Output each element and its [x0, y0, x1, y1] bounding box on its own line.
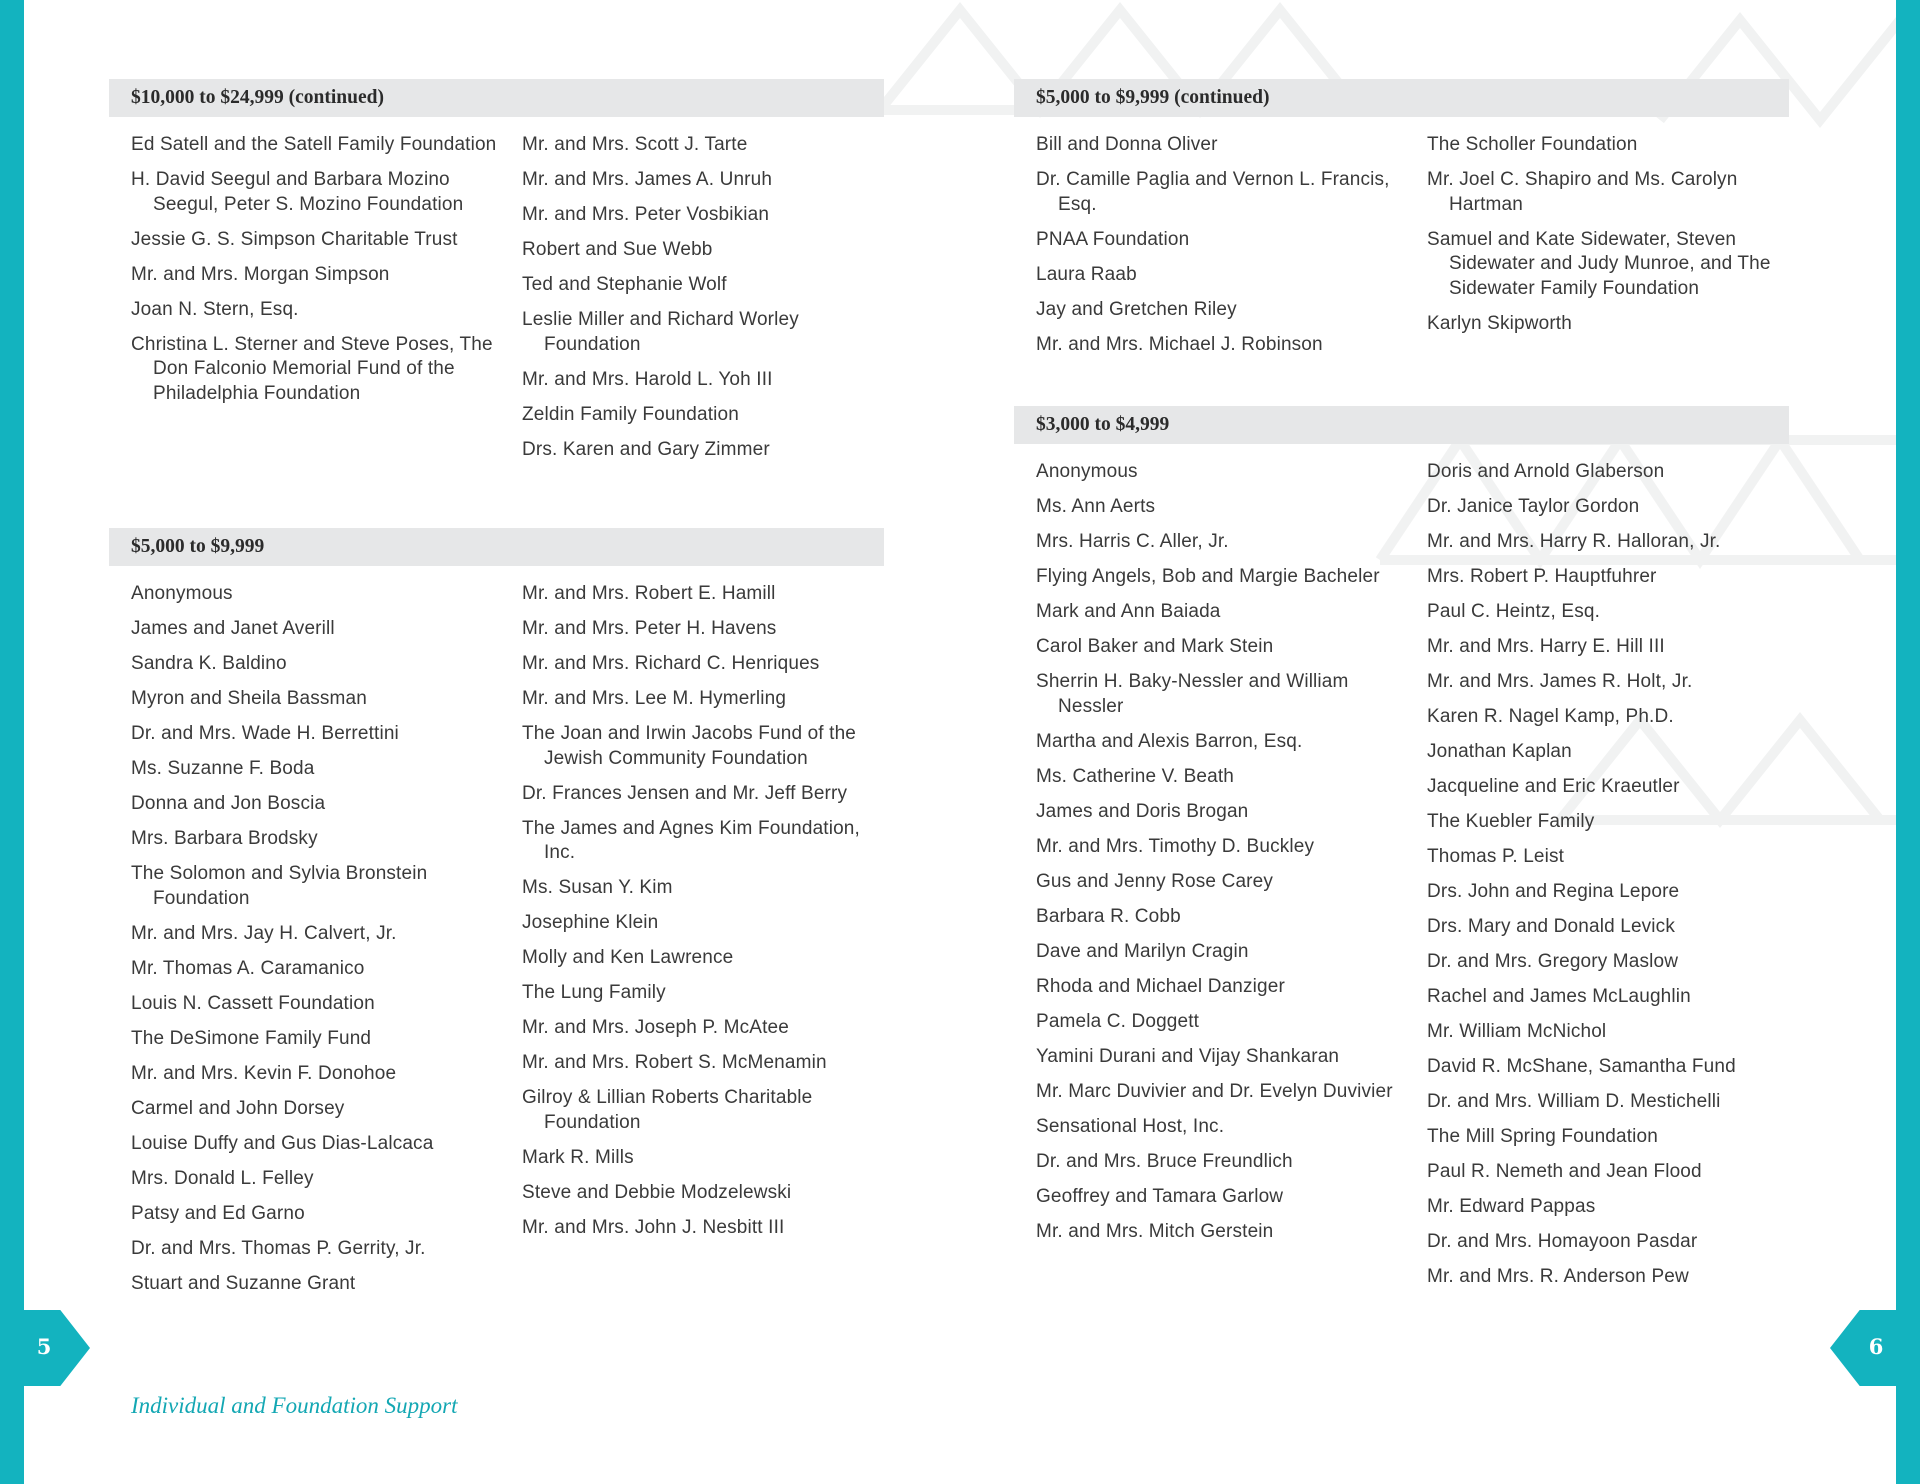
donor-entry: Sherrin H. Baky-Nessler and William Nessler: [1036, 671, 1349, 717]
donor-entry: Dr. and Mrs. Gregory Maslow: [1427, 951, 1679, 972]
donor-entry: Anonymous: [131, 583, 233, 604]
donor-entry: Flying Angels, Bob and Margie Bacheler: [1036, 566, 1380, 587]
section-3000-to-4999: [1014, 406, 1789, 1300]
donor-column-1: [1014, 460, 1405, 1300]
donor-entry: Gus and Jenny Rose Carey: [1036, 870, 1273, 892]
donor-entry: Dr. Camille Paglia and Vernon L. Francis, Esq.: [1036, 169, 1390, 215]
donor-entry: Mr. and Mrs. R. Anderson Pew: [1427, 1266, 1689, 1287]
donor-entry: Rachel and James McLaughlin: [1427, 986, 1691, 1007]
donor-column-2: [1405, 460, 1789, 1300]
donor-entry: Paul C. Heintz, Esq.: [1427, 601, 1601, 622]
donor-entry: Sandra K. Baldino: [131, 653, 287, 674]
donor-entry: The Solomon and Sylvia Bronstein Foundation: [131, 863, 428, 909]
donor-entry: Christina L. Sterner and Steve Poses, The Don Falconio Memorial Fund of the Philadelphia Foundation: [131, 333, 493, 404]
donor-entry: Mr. and Mrs. Harry E. Hill III: [1427, 636, 1665, 657]
donor-entry: Mr. and Mrs. John J. Nesbitt III: [522, 1216, 785, 1238]
donor-entry: Joan N. Stern, Esq.: [131, 298, 299, 320]
donor-entry: Carmel and John Dorsey: [131, 1097, 345, 1119]
donor-entry: Mrs. Barbara Brodsky: [131, 828, 318, 849]
section-heading: $3,000 to $4,999: [1014, 406, 1789, 444]
donor-column-1: [109, 133, 500, 473]
donor-entry: The James and Agnes Kim Foundation, Inc.: [522, 817, 860, 863]
donor-entry: Ms. Catherine V. Beath: [1036, 765, 1234, 787]
donor-entry: Ms. Suzanne F. Boda: [131, 758, 315, 779]
donor-entry: Mr. and Mrs. Mitch Gerstein: [1036, 1220, 1274, 1242]
donor-entry: James and Janet Averill: [131, 618, 335, 639]
donor-entry: Thomas P. Leist: [1427, 846, 1565, 867]
donor-entry: Jonathan Kaplan: [1427, 741, 1572, 762]
donor-entry: Mr. and Mrs. Richard C. Henriques: [522, 653, 820, 674]
donor-entry: Mr. and Mrs. Harry R. Halloran, Jr.: [1427, 531, 1721, 552]
donor-entry: Yamini Durani and Vijay Shankaran: [1036, 1045, 1340, 1067]
donor-entry: Paul R. Nemeth and Jean Flood: [1427, 1161, 1702, 1182]
donor-entry: Mrs. Robert P. Hauptfuhrer: [1427, 566, 1657, 587]
donor-entry: Anonymous: [1036, 461, 1138, 482]
donor-entry: Drs. John and Regina Lepore: [1427, 881, 1680, 902]
donor-entry: Mark R. Mills: [522, 1146, 634, 1168]
section-10000-to-24999-continued: [109, 79, 884, 473]
donor-column-2: [500, 582, 884, 1307]
donor-entry: Mr. and Mrs. Peter H. Havens: [522, 618, 777, 639]
donor-entry: Mr. Joel C. Shapiro and Ms. Carolyn Hartman: [1427, 169, 1738, 215]
donor-entry: Jay and Gretchen Riley: [1036, 298, 1237, 320]
donor-entry: The DeSimone Family Fund: [131, 1027, 372, 1049]
donor-entry: Mr. and Mrs. Harold L. Yoh III: [522, 368, 773, 390]
donor-entry: Martha and Alexis Barron, Esq.: [1036, 730, 1303, 752]
donor-entry: Mr. Thomas A. Caramanico: [131, 957, 365, 979]
donor-entry: Jacqueline and Eric Kraeutler: [1427, 776, 1680, 797]
donor-entry: Patsy and Ed Garno: [131, 1202, 305, 1224]
donor-column-2: [500, 133, 884, 473]
donor-entry: Mr. and Mrs. Kevin F. Donohoe: [131, 1062, 397, 1084]
donor-entry: Mr. and Mrs. Robert E. Hamill: [522, 583, 776, 604]
donor-entry: Laura Raab: [1036, 263, 1137, 285]
donor-entry: Zeldin Family Foundation: [522, 403, 739, 425]
page-number-left: 5: [36, 1334, 52, 1359]
donor-entry: The Kuebler Family: [1427, 811, 1595, 832]
donor-entry: James and Doris Brogan: [1036, 800, 1249, 822]
donor-entry: Mr. and Mrs. Joseph P. McAtee: [522, 1017, 789, 1038]
donor-entry: Molly and Ken Lawrence: [522, 947, 734, 968]
donor-entry: Mr. and Mrs. Lee M. Hymerling: [522, 688, 787, 709]
section-heading: $5,000 to $9,999: [109, 528, 884, 566]
donor-entry: Mr. and Mrs. Peter Vosbikian: [522, 204, 770, 225]
donor-entry: Mr. and Mrs. James R. Holt, Jr.: [1427, 671, 1693, 692]
donor-entry: Dr. and Mrs. Homayoon Pasdar: [1427, 1231, 1698, 1252]
donor-entry: Mr. and Mrs. Jay H. Calvert, Jr.: [131, 922, 397, 944]
donor-entry: Mrs. Harris C. Aller, Jr.: [1036, 531, 1229, 552]
donor-entry: Mr. and Mrs. Scott J. Tarte: [522, 134, 748, 155]
donor-entry: Mr. Marc Duvivier and Dr. Evelyn Duvivier: [1036, 1080, 1393, 1102]
donor-entry: Leslie Miller and Richard Worley Foundation: [522, 309, 799, 355]
donor-entry: Louise Duffy and Gus Dias-Lalcaca: [131, 1132, 434, 1154]
donor-entry: David R. McShane, Samantha Fund: [1427, 1056, 1736, 1077]
donor-entry: Josephine Klein: [522, 912, 659, 933]
donor-entry: Sensational Host, Inc.: [1036, 1115, 1225, 1137]
section-heading: $10,000 to $24,999 (continued): [109, 79, 884, 117]
section-5000-to-9999: [109, 528, 884, 1307]
footer-section-title: Individual and Foundation Support: [131, 1393, 458, 1418]
donor-column-2: [1405, 133, 1789, 368]
donor-entry: Karlyn Skipworth: [1427, 312, 1572, 334]
donor-entry: Dr. Frances Jensen and Mr. Jeff Berry: [522, 782, 848, 804]
donor-entry: Dr. Janice Taylor Gordon: [1427, 496, 1640, 517]
donor-column-1: [109, 582, 500, 1307]
donor-entry: Mr. Edward Pappas: [1427, 1196, 1596, 1217]
donor-entry: Mr. and Mrs. James A. Unruh: [522, 169, 773, 190]
donor-entry: Barbara R. Cobb: [1036, 905, 1181, 927]
right-accent-bar: [1896, 0, 1920, 1484]
donor-entry: Rhoda and Michael Danziger: [1036, 975, 1285, 997]
donor-entry: H. David Seegul and Barbara Mozino Seegul, Peter S. Mozino Foundation: [131, 169, 464, 215]
donor-entry: PNAA Foundation: [1036, 228, 1190, 250]
donor-entry: Ted and Stephanie Wolf: [522, 274, 727, 295]
donor-entry: Geoffrey and Tamara Garlow: [1036, 1185, 1284, 1207]
donor-column-1: [1014, 133, 1405, 368]
donor-entry: Karen R. Nagel Kamp, Ph.D.: [1427, 706, 1674, 727]
donor-entry: The Lung Family: [522, 982, 666, 1003]
donor-entry: Ms. Ann Aerts: [1036, 496, 1156, 517]
left-accent-bar: [0, 0, 24, 1484]
donor-entry: Pamela C. Doggett: [1036, 1010, 1200, 1032]
section-5000-to-9999-continued: [1014, 79, 1789, 368]
donor-entry: Ms. Susan Y. Kim: [522, 877, 673, 898]
donor-entry: The Mill Spring Foundation: [1427, 1126, 1658, 1147]
donor-entry: Dr. and Mrs. Wade H. Berrettini: [131, 723, 399, 744]
donor-entry: Dr. and Mrs. Thomas P. Gerrity, Jr.: [131, 1237, 426, 1259]
page-number-right: 6: [1868, 1334, 1884, 1359]
donor-entry: Drs. Mary and Donald Levick: [1427, 916, 1675, 937]
donor-entry: Mark and Ann Baiada: [1036, 601, 1221, 622]
donor-entry: Gilroy & Lillian Roberts Charitable Foundation: [522, 1087, 813, 1133]
donor-entry: Steve and Debbie Modzelewski: [522, 1181, 792, 1203]
donor-entry: Jessie G. S. Simpson Charitable Trust: [131, 228, 458, 250]
donor-entry: Mr. William McNichol: [1427, 1021, 1607, 1042]
donor-entry: The Joan and Irwin Jacobs Fund of the Jewish Community Foundation: [522, 723, 857, 769]
donor-entry: Mrs. Donald L. Felley: [131, 1167, 314, 1189]
donor-entry: Dave and Marilyn Cragin: [1036, 940, 1249, 962]
donor-entry: Ed Satell and the Satell Family Foundation: [131, 134, 497, 155]
donor-entry: Samuel and Kate Sidewater, Steven Sidewater and Judy Munroe, and The Sidewater Family Foundation: [1427, 228, 1771, 299]
donor-entry: Doris and Arnold Glaberson: [1427, 461, 1665, 482]
donor-entry: Myron and Sheila Bassman: [131, 688, 367, 709]
donor-entry: Louis N. Cassett Foundation: [131, 992, 375, 1014]
donor-entry: Carol Baker and Mark Stein: [1036, 636, 1274, 657]
donor-entry: Mr. and Mrs. Timothy D. Buckley: [1036, 835, 1315, 857]
donor-entry: Mr. and Mrs. Robert S. McMenamin: [522, 1052, 827, 1073]
donor-entry: Dr. and Mrs. William D. Mestichelli: [1427, 1091, 1721, 1112]
donor-entry: Stuart and Suzanne Grant: [131, 1272, 356, 1294]
donor-entry: Donna and Jon Boscia: [131, 793, 326, 814]
donor-entry: The Scholler Foundation: [1427, 134, 1638, 155]
donor-entry: Drs. Karen and Gary Zimmer: [522, 438, 770, 460]
donor-entry: Bill and Donna Oliver: [1036, 134, 1218, 155]
section-heading: $5,000 to $9,999 (continued): [1014, 79, 1789, 117]
donor-entry: Dr. and Mrs. Bruce Freundlich: [1036, 1150, 1293, 1172]
donor-entry: Robert and Sue Webb: [522, 239, 713, 260]
donor-entry: Mr. and Mrs. Morgan Simpson: [131, 263, 390, 285]
donor-entry: Mr. and Mrs. Michael J. Robinson: [1036, 333, 1323, 355]
